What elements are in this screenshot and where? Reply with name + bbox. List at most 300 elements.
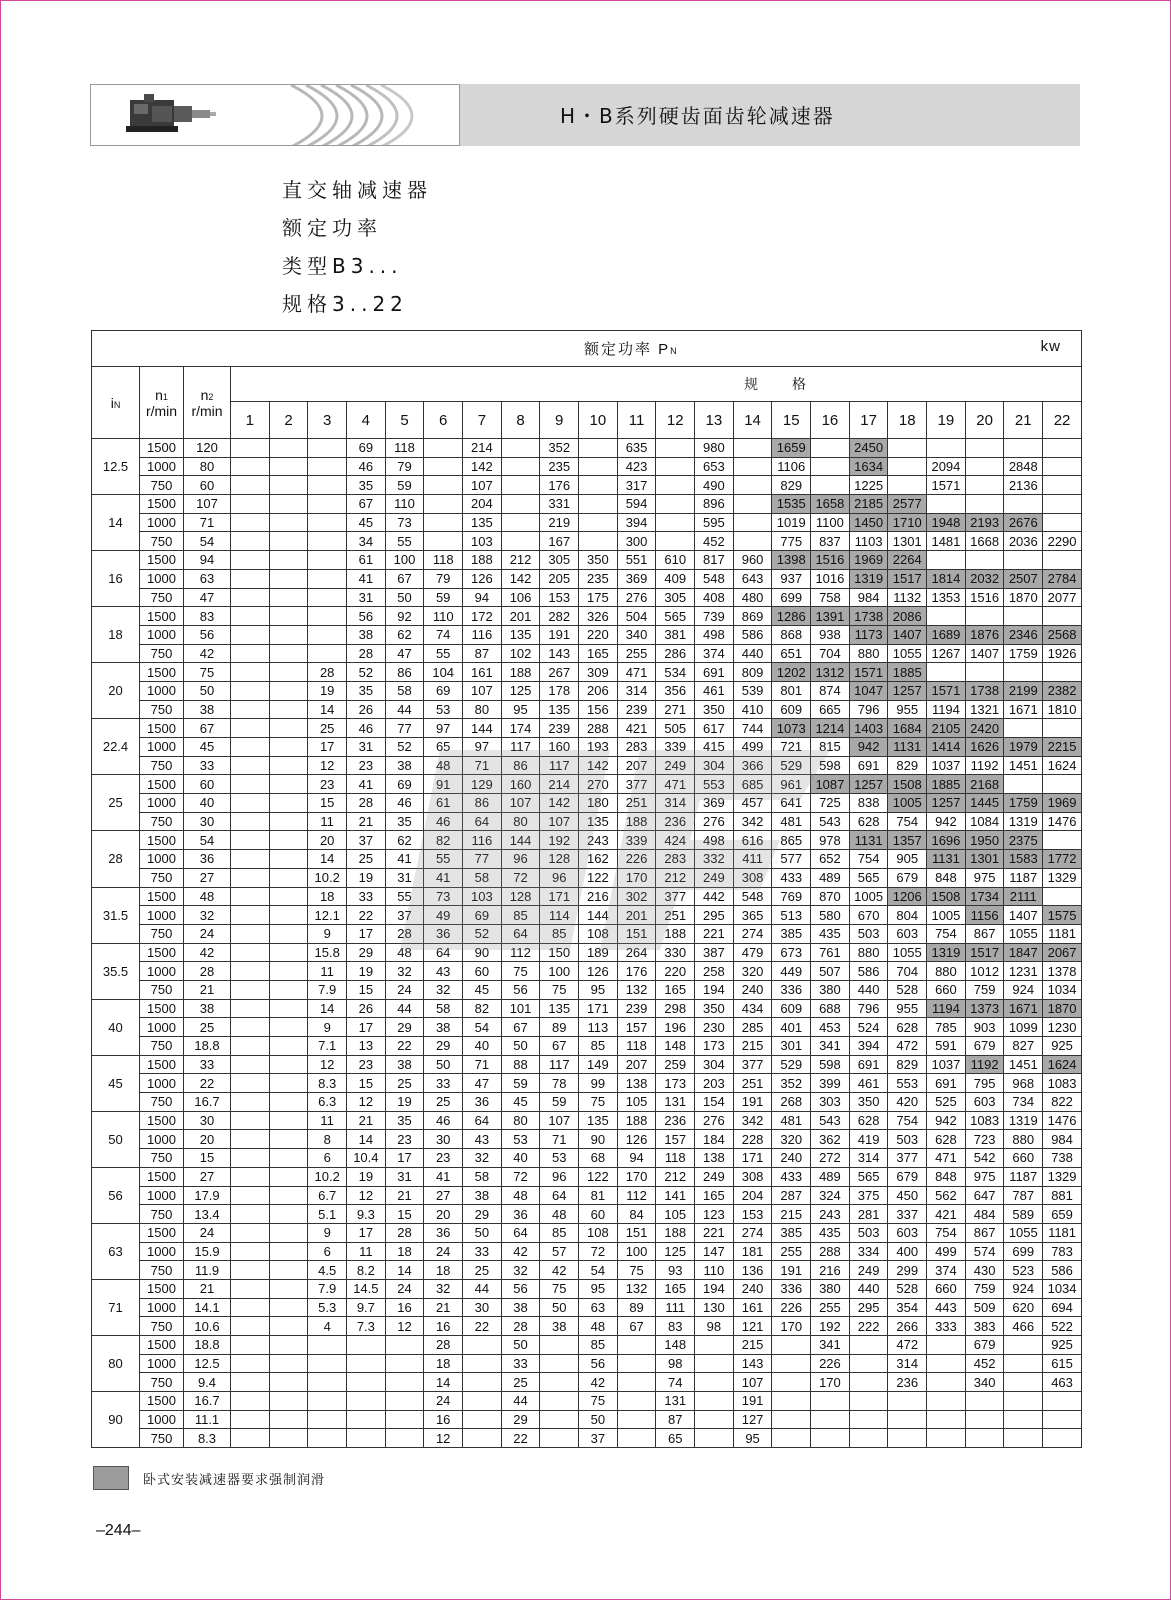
output-speed-cell: 71 [184,513,231,532]
power-value-cell: 704 [811,644,850,663]
power-value-cell: 226 [617,850,656,869]
power-value-cell: 65 [656,1429,695,1448]
power-value-cell: 2848 [1004,457,1043,476]
power-value-cell: 38 [463,1186,502,1205]
power-value-cell: 385 [772,924,811,943]
power-value-cell [269,700,308,719]
input-speed-cell: 750 [140,1149,184,1168]
output-speed-cell: 63 [184,569,231,588]
power-value-cell: 113 [579,1018,618,1037]
power-value-cell: 699 [1004,1242,1043,1261]
power-value-cell: 27 [424,1186,463,1205]
size-header-cell: 6 [424,402,463,439]
power-value-cell: 586 [733,625,772,644]
power-value-cell: 529 [772,756,811,775]
output-speed-cell: 47 [184,588,231,607]
power-value-cell: 787 [1004,1186,1043,1205]
power-value-cell: 401 [772,1018,811,1037]
power-value-cell: 457 [733,794,772,813]
power-value-cell [231,1186,270,1205]
power-value-cell: 754 [888,1111,927,1130]
power-value-cell [231,663,270,682]
table-row [92,439,1082,458]
power-value-cell: 22 [463,1317,502,1336]
power-value-cell: 22 [501,1429,540,1448]
power-value-cell: 1571 [927,476,966,495]
power-value-cell: 880 [1004,1130,1043,1149]
power-value-cell [811,1429,850,1448]
table-row [92,1317,1082,1336]
power-value-cell: 150 [540,943,579,962]
power-value-cell [733,513,772,532]
power-value-cell: 1012 [965,962,1004,981]
power-value-cell: 1378 [1043,962,1082,981]
power-value-cell: 110 [695,1261,734,1280]
power-value-cell [927,1392,966,1411]
power-value-cell: 58 [463,1167,502,1186]
power-value-cell: 161 [463,663,502,682]
input-speed-cell: 750 [140,1037,184,1056]
power-value-cell: 127 [733,1410,772,1429]
power-value-cell: 399 [811,1074,850,1093]
output-speed-cell: 21 [184,980,231,999]
power-value-cell: 339 [656,738,695,757]
power-value-cell: 1696 [927,831,966,850]
power-value-cell: 102 [501,644,540,663]
power-value-cell: 47 [463,1074,502,1093]
power-value-cell: 118 [385,439,424,458]
power-value-cell: 975 [965,868,1004,887]
power-value-cell: 85 [540,924,579,943]
power-value-cell: 1671 [1004,700,1043,719]
table-row [92,1242,1082,1261]
power-value-cell: 67 [385,569,424,588]
power-value-cell: 176 [540,476,579,495]
power-value-cell: 565 [656,607,695,626]
power-value-cell: 1194 [927,999,966,1018]
power-value-cell: 95 [733,1429,772,1448]
power-value-cell [849,1354,888,1373]
power-value-cell [308,1429,347,1448]
power-value-cell: 40 [463,1037,502,1056]
power-value-cell: 268 [772,1093,811,1112]
table-row [92,625,1082,644]
power-value-cell: 551 [617,551,656,570]
output-speed-cell: 83 [184,607,231,626]
power-value-cell: 14 [308,850,347,869]
power-value-cell [695,1392,734,1411]
power-value-cell: 67 [540,1037,579,1056]
power-value-cell [501,532,540,551]
power-value-cell: 2577 [888,495,927,514]
power-value-cell [269,1167,308,1186]
power-value-cell [308,532,347,551]
power-value-cell: 978 [811,831,850,850]
power-value-cell: 481 [772,1111,811,1130]
power-value-cell: 71 [463,756,502,775]
power-value-cell: 472 [888,1336,927,1355]
power-value-cell: 324 [811,1186,850,1205]
ratio-cell: 16 [92,551,140,607]
power-value-cell: 308 [733,868,772,887]
power-value-cell: 1019 [772,513,811,532]
power-value-cell: 809 [733,663,772,682]
power-value-cell: 1403 [849,719,888,738]
power-value-cell: 2450 [849,439,888,458]
output-speed-cell: 107 [184,495,231,514]
power-value-cell: 2676 [1004,513,1043,532]
power-value-cell: 42 [579,1373,618,1392]
power-value-cell [308,569,347,588]
power-value-cell [849,1373,888,1392]
power-value-cell [733,495,772,514]
power-value-cell: 235 [540,457,579,476]
power-value-cell: 77 [463,850,502,869]
power-value-cell: 1876 [965,625,1004,644]
power-value-cell: 880 [849,943,888,962]
power-value-cell: 1073 [772,719,811,738]
ratio-cell: 40 [92,999,140,1055]
power-value-cell [269,1205,308,1224]
power-value-cell: 38 [540,1317,579,1336]
power-value-cell: 110 [385,495,424,514]
power-value-cell: 641 [772,794,811,813]
power-value-cell: 75 [501,962,540,981]
power-value-cell: 59 [385,476,424,495]
power-value-cell: 2199 [1004,681,1043,700]
table-row [92,1205,1082,1224]
power-value-cell: 100 [540,962,579,981]
power-value-cell: 46 [424,812,463,831]
power-value-cell: 138 [695,1149,734,1168]
power-value-cell: 142 [463,457,502,476]
power-value-cell: 340 [617,625,656,644]
table-row [92,1429,1082,1448]
output-speed-cell: 16.7 [184,1392,231,1411]
power-value-cell: 188 [463,551,502,570]
power-value-cell [927,1429,966,1448]
power-value-cell: 925 [1043,1336,1082,1355]
power-value-cell [269,476,308,495]
power-value-cell [965,1410,1004,1429]
power-value-cell: 829 [772,476,811,495]
power-value-cell: 589 [1004,1205,1043,1224]
power-value-cell: 22 [385,1037,424,1056]
power-value-cell: 2215 [1043,738,1082,757]
power-value-cell: 86 [463,794,502,813]
power-value-cell: 1926 [1043,644,1082,663]
power-value-cell: 450 [888,1186,927,1205]
power-value-cell: 769 [772,887,811,906]
power-value-cell: 525 [927,1093,966,1112]
power-value-cell: 283 [617,738,656,757]
power-value-cell [308,476,347,495]
power-value-cell: 33 [424,1074,463,1093]
power-value-cell: 937 [772,569,811,588]
power-value-cell: 170 [617,1167,656,1186]
ratio-cell: 14 [92,495,140,551]
power-value-cell: 148 [656,1037,695,1056]
power-value-cell: 38 [501,1298,540,1317]
power-value-cell: 507 [811,962,850,981]
power-value-cell: 222 [849,1317,888,1336]
power-value-cell: 100 [617,1242,656,1261]
power-value-cell: 615 [1043,1354,1082,1373]
power-value-cell [965,457,1004,476]
power-value-cell [501,439,540,458]
power-value-cell: 220 [656,962,695,981]
power-value-cell [308,1373,347,1392]
power-value-cell: 67 [617,1317,656,1336]
power-value-cell [1043,551,1082,570]
power-value-cell: 44 [385,999,424,1018]
power-value-cell: 609 [772,999,811,1018]
power-value-cell: 25 [463,1261,502,1280]
power-value-cell: 617 [695,719,734,738]
power-value-cell: 365 [733,906,772,925]
power-value-cell: 151 [617,1223,656,1242]
power-value-cell: 925 [1043,1037,1082,1056]
power-value-cell: 301 [772,1037,811,1056]
power-value-cell: 23 [347,1055,386,1074]
power-value-cell [424,532,463,551]
power-value-cell: 32 [424,1279,463,1298]
power-value-cell: 121 [733,1317,772,1336]
power-value-cell: 924 [1004,980,1043,999]
power-value-cell: 170 [772,1317,811,1336]
power-value-cell: 2077 [1043,588,1082,607]
power-value-cell [772,1373,811,1392]
power-value-cell [231,812,270,831]
power-value-cell: 249 [695,868,734,887]
power-value-cell: 131 [656,1392,695,1411]
legend-text: 卧式安装减速器要求强制润滑 [143,1473,326,1488]
power-value-cell: 955 [888,700,927,719]
power-value-cell: 41 [424,868,463,887]
frame-size-header: 规 格 [231,367,1082,402]
power-value-cell [231,850,270,869]
power-value-cell: 562 [927,1186,966,1205]
output-speed-cell: 54 [184,831,231,850]
power-value-cell: 29 [463,1205,502,1224]
power-value-cell [849,1410,888,1429]
power-value-cell: 409 [656,569,695,588]
power-value-cell: 896 [695,495,734,514]
power-value-cell [617,1373,656,1392]
power-value-cell: 1329 [1043,1167,1082,1186]
power-value-cell [888,1429,927,1448]
power-value-cell [347,1392,386,1411]
power-value-cell [231,476,270,495]
power-value-cell: 50 [501,1336,540,1355]
ratio-cell: 25 [92,775,140,831]
input-speed-cell: 1500 [140,943,184,962]
power-value-cell: 586 [849,962,888,981]
power-value-cell [308,625,347,644]
input-speed-cell: 1500 [140,551,184,570]
power-value-cell [1043,1410,1082,1429]
power-value-cell: 44 [385,700,424,719]
input-speed-cell: 1500 [140,999,184,1018]
power-value-cell: 1206 [888,887,927,906]
power-value-cell: 1391 [811,607,850,626]
power-value-cell: 42 [540,1261,579,1280]
power-value-cell: 50 [385,588,424,607]
power-value-cell: 304 [695,1055,734,1074]
power-value-cell: 100 [385,551,424,570]
power-value-cell [772,1410,811,1429]
power-value-cell: 434 [733,999,772,1018]
power-value-cell: 135 [579,812,618,831]
input-speed-cell: 750 [140,476,184,495]
input-speed-cell: 1000 [140,625,184,644]
power-value-cell: 523 [1004,1261,1043,1280]
power-value-cell: 43 [463,1130,502,1149]
power-value-cell: 1353 [927,588,966,607]
input-speed-cell: 750 [140,532,184,551]
power-value-cell: 117 [540,1055,579,1074]
input-speed-cell: 1000 [140,1410,184,1429]
output-speed-cell: 22 [184,1074,231,1093]
power-value-cell [231,1223,270,1242]
power-value-cell: 21 [347,1111,386,1130]
power-value-cell: 90 [463,943,502,962]
power-value-cell: 34 [347,532,386,551]
power-value-cell: 303 [811,1093,850,1112]
power-value-cell [1004,1429,1043,1448]
power-value-cell [424,476,463,495]
output-speed-cell: 8.3 [184,1429,231,1448]
power-value-cell: 212 [501,551,540,570]
power-value-cell: 31 [347,738,386,757]
power-value-cell: 704 [888,962,927,981]
output-speed-cell: 18.8 [184,1037,231,1056]
power-value-cell: 220 [579,625,618,644]
power-value-cell: 1173 [849,625,888,644]
power-value-cell [231,625,270,644]
power-value-cell: 236 [656,812,695,831]
power-value-cell [1004,1336,1043,1355]
power-value-cell: 452 [695,532,734,551]
power-value-cell: 1759 [1004,644,1043,663]
power-value-cell: 603 [888,924,927,943]
power-value-cell: 14 [385,1261,424,1280]
power-value-cell: 837 [811,532,850,551]
power-value-cell: 20 [308,831,347,850]
power-value-cell: 377 [733,1055,772,1074]
power-value-cell: 201 [617,906,656,925]
power-value-cell: 574 [965,1242,1004,1261]
power-value-cell: 50 [463,1223,502,1242]
power-value-cell: 827 [1004,1037,1043,1056]
power-value-cell [656,495,695,514]
power-value-cell: 28 [347,794,386,813]
power-value-cell: 178 [540,681,579,700]
power-value-cell [1043,719,1082,738]
power-value-cell: 1772 [1043,850,1082,869]
power-value-cell [269,1392,308,1411]
power-value-cell: 12 [424,1429,463,1448]
power-value-cell: 522 [1043,1317,1082,1336]
power-value-cell: 83 [656,1317,695,1336]
power-value-cell: 69 [347,439,386,458]
power-value-cell: 203 [695,1074,734,1093]
input-speed-cell: 1000 [140,1130,184,1149]
power-value-cell [347,1429,386,1448]
power-value-cell: 374 [695,644,734,663]
power-value-cell: 87 [656,1410,695,1429]
power-value-cell: 15 [308,794,347,813]
power-value-cell: 143 [540,644,579,663]
input-speed-cell: 1500 [140,1111,184,1130]
power-value-cell: 6 [308,1149,347,1168]
power-value-cell: 228 [733,1130,772,1149]
power-value-cell: 214 [540,775,579,794]
power-value-cell [231,1298,270,1317]
power-value-cell: 215 [772,1205,811,1224]
power-value-cell: 375 [849,1186,888,1205]
power-value-cell: 135 [540,999,579,1018]
power-value-cell: 330 [656,943,695,962]
power-value-cell: 1047 [849,681,888,700]
power-value-cell: 90 [579,1130,618,1149]
power-value-cell: 201 [501,607,540,626]
power-value-cell: 471 [656,775,695,794]
power-value-cell: 12.1 [308,906,347,925]
power-value-cell: 16 [385,1298,424,1317]
power-value-cell: 40 [501,1149,540,1168]
power-value-cell [385,1410,424,1429]
power-value-cell: 36 [424,1223,463,1242]
power-value-cell: 829 [888,756,927,775]
power-value-cell [231,1373,270,1392]
power-value-cell: 35 [347,476,386,495]
power-value-cell [269,1093,308,1112]
table-row [92,588,1082,607]
power-value-cell: 1192 [965,1055,1004,1074]
power-value-cell: 35 [347,681,386,700]
power-value-cell: 112 [501,943,540,962]
power-value-cell [540,1410,579,1429]
subtitle-line: 额定功率 [282,216,382,240]
power-value-cell: 1321 [965,700,1004,719]
output-speed-cell: 80 [184,457,231,476]
output-speed-cell: 28 [184,962,231,981]
input-speed-cell: 750 [140,1205,184,1224]
size-header-cell: 22 [1043,402,1082,439]
power-value-cell: 18 [385,1242,424,1261]
power-value-cell: 19 [385,1093,424,1112]
power-value-cell: 1055 [1004,924,1043,943]
power-value-cell: 153 [540,588,579,607]
size-header-cell: 10 [579,402,618,439]
power-value-cell: 2290 [1043,532,1082,551]
power-value-cell: 341 [811,1037,850,1056]
power-value-cell: 12 [308,1055,347,1074]
power-value-cell [269,756,308,775]
power-value-cell: 1738 [965,681,1004,700]
table-row [92,1223,1082,1242]
power-value-cell: 298 [656,999,695,1018]
power-value-cell: 249 [849,1261,888,1280]
power-value-cell: 173 [695,1037,734,1056]
table-row [92,700,1082,719]
power-value-cell [772,1354,811,1373]
power-value-cell: 142 [540,794,579,813]
power-value-cell [501,457,540,476]
power-value-cell: 126 [463,569,502,588]
power-value-cell: 652 [811,850,850,869]
